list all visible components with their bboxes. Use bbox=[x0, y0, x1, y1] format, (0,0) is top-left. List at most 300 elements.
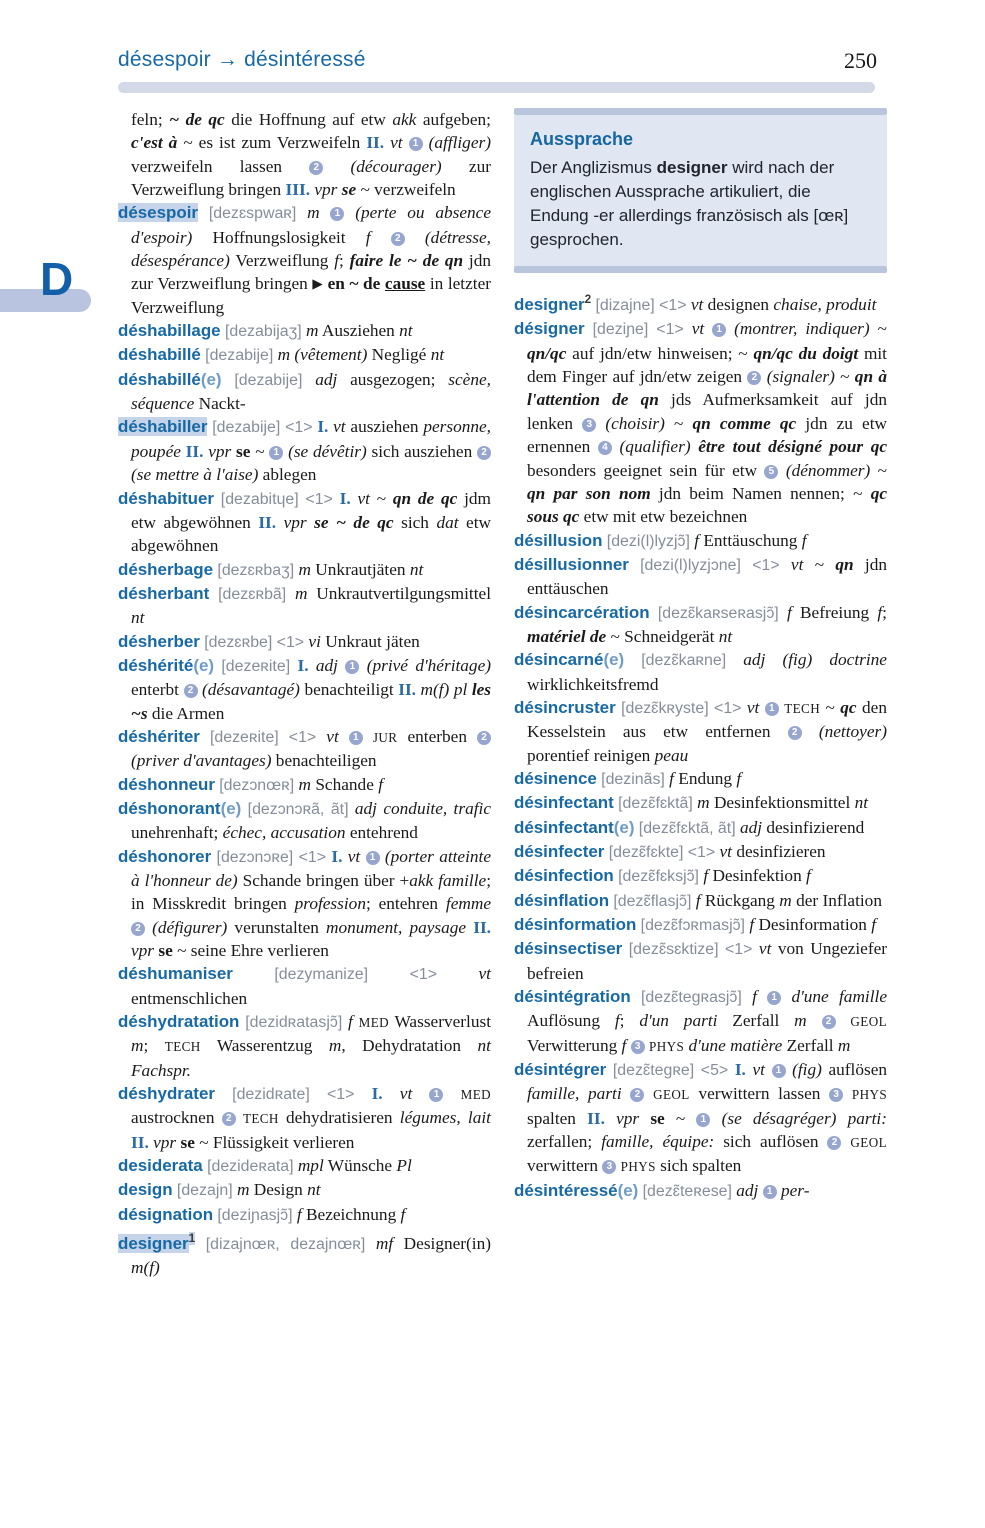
dictionary-entry bbox=[514, 816, 887, 840]
headword: désincarcération bbox=[514, 602, 650, 622]
text-run: f bbox=[334, 251, 339, 271]
text-run: (nettoyer) bbox=[818, 722, 887, 742]
text-run: m bbox=[298, 559, 311, 579]
text-run: dehydratisieren bbox=[278, 1108, 400, 1128]
headword: déshumaniser bbox=[118, 964, 233, 984]
text-run: ~ Schneidgerät bbox=[606, 626, 719, 646]
text-run: besonders geeignet sein für etw bbox=[527, 460, 765, 480]
sense-number-badge: 1 bbox=[349, 731, 363, 745]
text-run: (se mettre à l'aise) bbox=[131, 465, 259, 485]
domain-label: GEOL bbox=[850, 1135, 887, 1151]
text-run bbox=[836, 1109, 847, 1128]
dictionary-entry bbox=[118, 319, 491, 343]
dictionary-entry bbox=[118, 654, 491, 725]
phonetic-transcription: [dezɔnɔʀe] bbox=[216, 848, 294, 866]
text-run: vt bbox=[746, 697, 760, 717]
dictionary-entry bbox=[118, 962, 491, 1010]
domain-label: JUR bbox=[372, 729, 398, 745]
conjugation-class-marker: <1> bbox=[752, 556, 780, 574]
text-run: Wasserentzug bbox=[200, 1036, 329, 1056]
text-run bbox=[780, 555, 791, 574]
domain-label: MED bbox=[460, 1087, 492, 1103]
text-run bbox=[198, 203, 209, 222]
sense-number-badge: 2 bbox=[827, 1136, 841, 1150]
text-run bbox=[215, 1084, 232, 1103]
text-run bbox=[694, 1060, 701, 1079]
grammar-roman-numeral: II. bbox=[587, 1108, 617, 1128]
text-run bbox=[214, 489, 221, 508]
page-number: 250 bbox=[844, 48, 877, 73]
text-run: échec, accusation bbox=[222, 823, 346, 843]
phonetic-transcription: [dezabijaʒ] bbox=[224, 323, 302, 341]
text-run: (décourager) bbox=[350, 156, 442, 176]
dictionary-entry bbox=[118, 773, 491, 797]
sense-number-badge: 3 bbox=[602, 1160, 616, 1174]
sense-number-badge: 1 bbox=[345, 660, 359, 674]
text-run bbox=[233, 964, 275, 983]
text-run: (porter atteinte à l'honneur de) bbox=[131, 846, 492, 890]
phonetic-transcription: [dezɛ̃fɛkte] bbox=[608, 844, 684, 862]
text-run: (défigurer) bbox=[152, 917, 228, 937]
text-run: den Kesselstein aus etw entfernen bbox=[527, 697, 887, 742]
dictionary-entry bbox=[514, 553, 887, 601]
text-run bbox=[710, 1109, 721, 1128]
phonetic-transcription: [dizajne] bbox=[595, 297, 655, 315]
text-run: en ~ de bbox=[327, 274, 385, 294]
headword-suffix: (e) bbox=[200, 369, 222, 389]
phonetic-transcription: [dezɛʀbe] bbox=[204, 633, 273, 651]
headword: déshabillé bbox=[118, 345, 201, 365]
text-run bbox=[765, 650, 782, 669]
text-run: die Armen bbox=[147, 703, 225, 723]
text-run bbox=[622, 1084, 631, 1103]
text-run: ; bbox=[882, 602, 887, 622]
text-run: per- bbox=[781, 1180, 810, 1200]
headword: déshabillé bbox=[118, 369, 201, 389]
text-run: unehrenhaft; bbox=[131, 823, 223, 843]
text-run: Endung bbox=[673, 768, 737, 788]
headword-suffix: (e) bbox=[193, 655, 215, 675]
letter-tab: D bbox=[40, 253, 74, 305]
sense-number-badge: 1 bbox=[772, 1064, 786, 1078]
dictionary-entry bbox=[118, 845, 491, 963]
text-run bbox=[405, 228, 425, 247]
text-run: Verwitterung bbox=[527, 1035, 622, 1055]
headword: désinence bbox=[514, 768, 597, 788]
text-run bbox=[807, 1011, 822, 1030]
text-run: Auflösung bbox=[527, 1011, 615, 1031]
text-run: auf jdn/etw hinweisen; ~ bbox=[566, 343, 754, 363]
domain-label: PHYS bbox=[649, 1038, 685, 1054]
conjugation-class-marker: <1> bbox=[409, 966, 437, 984]
text-run bbox=[741, 555, 752, 574]
conjugation-class-marker: <1> bbox=[656, 321, 684, 339]
text-run: (qualifier) bbox=[619, 437, 691, 457]
text-run: dat bbox=[436, 512, 459, 532]
phonetic-transcription: [dezɛʀbã] bbox=[218, 585, 287, 603]
text-run bbox=[338, 656, 345, 675]
text-run: vt bbox=[478, 964, 491, 984]
headword: désherbant bbox=[118, 583, 210, 603]
text-run: Verzweiflung bbox=[229, 251, 335, 271]
text-run: (choisir) bbox=[605, 413, 665, 433]
domain-label: TECH bbox=[242, 1111, 279, 1127]
headword: designer bbox=[514, 295, 585, 315]
phonetic-transcription: [deziɲasjɔ̃] bbox=[217, 1206, 293, 1224]
text-run: Zerfall bbox=[782, 1035, 838, 1055]
text-run bbox=[209, 584, 218, 603]
text-run bbox=[371, 228, 391, 247]
text-run: der Inflation bbox=[791, 890, 882, 910]
domain-label: PHYS bbox=[851, 1087, 888, 1103]
text-run: (dénommer) bbox=[785, 460, 871, 480]
text-run: m bbox=[697, 793, 710, 813]
text-run: vt bbox=[752, 1060, 765, 1080]
phonetic-transcription: [dezɛspwaʀ] bbox=[208, 205, 297, 223]
sense-number-badge: 1 bbox=[763, 1185, 777, 1199]
text-run: m bbox=[794, 1011, 807, 1031]
domain-label: TECH bbox=[164, 1039, 201, 1055]
text-run: Befreiung bbox=[791, 602, 878, 622]
text-run: (désavantagé) bbox=[202, 680, 300, 700]
phonetic-transcription: [dezeʀite] bbox=[209, 728, 279, 746]
text-run bbox=[639, 1109, 650, 1128]
text-run: verzweifeln lassen bbox=[131, 156, 310, 176]
dictionary-entry bbox=[514, 767, 887, 791]
phonetic-transcription: [dezɛ̃fɛktã] bbox=[618, 795, 693, 813]
domain-label: PHYS bbox=[620, 1159, 656, 1175]
text-run: etw mit etw bezeichnen bbox=[579, 507, 748, 527]
text-run: , Dehydratation bbox=[341, 1036, 478, 1056]
text-run: ; bbox=[619, 1011, 640, 1031]
dictionary-entry bbox=[118, 1082, 491, 1154]
sense-number-badge: 1 bbox=[409, 137, 423, 151]
text-run: f bbox=[296, 1204, 302, 1224]
homograph-superscript: 1 bbox=[188, 1232, 196, 1246]
phonetic-transcription: [dezabije] bbox=[205, 347, 274, 365]
phonetic-transcription: [dezɛ̃flasjɔ̃] bbox=[613, 892, 692, 910]
headword: déshydratation bbox=[118, 1012, 240, 1032]
text-run: Nackt- bbox=[194, 394, 246, 414]
text-run: ; in Misskredit bringen bbox=[131, 871, 491, 914]
text-run bbox=[323, 157, 350, 176]
text-run: Der Anglizismus bbox=[530, 158, 657, 178]
text-run: f bbox=[621, 1035, 627, 1055]
text-run: vt bbox=[690, 295, 704, 315]
text-run: (vêtement) bbox=[294, 345, 368, 365]
text-run: famille, parti bbox=[527, 1084, 622, 1104]
text-run: qc bbox=[840, 697, 857, 717]
text-run: vpr bbox=[616, 1108, 640, 1128]
text-run: nt bbox=[854, 793, 869, 813]
info-box-body bbox=[514, 115, 887, 266]
grammar-roman-numeral: II. bbox=[258, 512, 284, 532]
text-run: qn bbox=[835, 554, 854, 574]
text-run: ~ bbox=[834, 367, 855, 387]
headword-suffix: (e) bbox=[220, 798, 242, 818]
info-box-top-edge bbox=[514, 108, 887, 115]
dictionary-entry bbox=[514, 913, 887, 937]
text-run bbox=[443, 1084, 460, 1103]
text-run: entehrend bbox=[345, 823, 418, 843]
text-run: profession bbox=[294, 894, 366, 914]
text-run bbox=[310, 1084, 327, 1103]
text-run: (se désagréger) bbox=[721, 1108, 837, 1128]
text-run: von Ungeziefer befreien bbox=[527, 939, 888, 983]
headword: désinfecter bbox=[514, 842, 605, 862]
conjugation-class-marker: <1> bbox=[305, 490, 333, 508]
conjugation-class-marker: <1> bbox=[687, 844, 716, 862]
headword-suffix: (e) bbox=[603, 650, 625, 670]
grammar-roman-numeral: II. bbox=[366, 133, 391, 153]
dictionary-entry bbox=[118, 630, 491, 654]
sense-number-badge: 1 bbox=[269, 446, 283, 460]
domain-label: GEOL bbox=[850, 1014, 887, 1030]
text-run: Wasserverlust bbox=[389, 1012, 492, 1032]
text-run bbox=[758, 1181, 762, 1200]
text-run bbox=[339, 727, 349, 746]
sense-number-badge: 1 bbox=[330, 207, 344, 221]
sense-number-badge: 2 bbox=[184, 684, 198, 698]
text-run bbox=[781, 987, 791, 1006]
sense-number-badge: 2 bbox=[788, 726, 802, 740]
conjugation-class-marker: <1> bbox=[288, 728, 317, 746]
grammar-roman-numeral: II. bbox=[185, 441, 209, 461]
text-run: die Hoffnung auf etw bbox=[224, 110, 393, 129]
text-run: faire le ~ de qn bbox=[349, 251, 464, 271]
text-run bbox=[650, 603, 658, 622]
dictionary-entry bbox=[118, 582, 491, 630]
text-run: (signaler) bbox=[766, 367, 835, 387]
text-run: nt bbox=[307, 1180, 321, 1200]
text-run: austrocknen bbox=[131, 1108, 222, 1128]
phonetic-transcription: [dezidʀate] bbox=[232, 1086, 310, 1104]
headword: désillusion bbox=[514, 530, 603, 550]
text-run: se bbox=[180, 1132, 195, 1152]
phonetic-transcription: [deziɲe] bbox=[592, 321, 649, 339]
conjugation-class-marker: <1> bbox=[326, 1086, 355, 1104]
text-run: f bbox=[669, 768, 674, 788]
text-run: Designer(in) bbox=[393, 1233, 491, 1253]
text-run: d'un parti bbox=[639, 1011, 718, 1031]
headword-suffix: (e) bbox=[613, 817, 635, 837]
dictionary-entry bbox=[514, 1179, 887, 1203]
text-run: mf bbox=[375, 1233, 394, 1253]
text-run bbox=[631, 987, 641, 1006]
grammar-roman-numeral: II. bbox=[398, 680, 421, 700]
text-run: ~ es ist zum Verzweifeln bbox=[177, 133, 367, 153]
text-run: vt bbox=[357, 488, 370, 508]
headword: design bbox=[118, 1180, 173, 1200]
text-run bbox=[802, 722, 819, 741]
text-run bbox=[728, 1060, 735, 1079]
text-run: vpr bbox=[153, 1132, 177, 1152]
text-run: vpr bbox=[208, 441, 232, 461]
text-run: qn comme qc bbox=[692, 413, 797, 433]
text-run: se ~ de qc bbox=[314, 512, 394, 532]
text-run: aufgeben; bbox=[416, 110, 491, 129]
text-run: f bbox=[378, 774, 383, 794]
text-run: porentief reinigen bbox=[527, 745, 655, 765]
text-run: desinfizieren bbox=[732, 842, 826, 862]
text-run: qn à l'attention de qn bbox=[527, 367, 887, 410]
headword: désinfection bbox=[514, 866, 614, 886]
phonetic-transcription: [dezajn] bbox=[176, 1182, 233, 1200]
dictionary-entry bbox=[514, 529, 887, 553]
text-run: (se dévêtir) bbox=[288, 441, 367, 461]
sense-number-badge: 1 bbox=[696, 1113, 710, 1127]
sense-number-badge: 1 bbox=[765, 702, 779, 716]
sense-number-badge: 2 bbox=[822, 1015, 836, 1029]
phonetic-transcription: [dezɛ̃sɛktize] bbox=[628, 941, 719, 959]
grammar-roman-numeral: II. bbox=[131, 1132, 154, 1152]
text-run: m bbox=[306, 321, 319, 341]
text-run: se bbox=[158, 941, 173, 961]
text-run: vt bbox=[326, 726, 339, 746]
sense-number-badge: 1 bbox=[366, 851, 380, 865]
text-run: nt bbox=[430, 345, 445, 365]
text-run: zerfallen; bbox=[527, 1132, 602, 1152]
text-run: jdn zu etw ernennen bbox=[527, 413, 887, 457]
text-run: entmenschlichen bbox=[131, 988, 248, 1008]
text-run: légumes, lait bbox=[399, 1108, 491, 1128]
phonetic-transcription: [dezinãs] bbox=[601, 770, 665, 788]
text-run: ~ bbox=[820, 697, 841, 717]
text-run: Design bbox=[249, 1180, 308, 1200]
text-run: matériel de bbox=[527, 626, 607, 646]
text-run bbox=[765, 1060, 772, 1079]
text-run: Unkraut jäten bbox=[320, 631, 420, 651]
homograph-superscript: 2 bbox=[584, 293, 592, 307]
text-run: d'une famille bbox=[791, 987, 887, 1007]
phonetic-transcription: [dezideʀata] bbox=[207, 1158, 294, 1176]
sense-number-badge: 2 bbox=[477, 731, 491, 745]
dictionary-entry bbox=[514, 696, 887, 767]
text-run: vt bbox=[347, 846, 361, 866]
text-run bbox=[704, 319, 712, 338]
headword: desiderata bbox=[118, 1156, 203, 1176]
text-run bbox=[778, 461, 785, 480]
text-run: vt bbox=[719, 842, 732, 862]
text-run bbox=[412, 1084, 429, 1103]
domain-label: GEOL bbox=[653, 1087, 690, 1103]
grammar-roman-numeral: II. bbox=[473, 917, 491, 937]
text-run bbox=[200, 727, 210, 746]
text-run: jdn enttäuschen bbox=[527, 554, 887, 599]
domain-label: TECH bbox=[784, 700, 821, 716]
grammar-roman-numeral: I. bbox=[734, 1060, 753, 1080]
text-run: Bezeichnung bbox=[301, 1204, 401, 1224]
dictionary-entry bbox=[118, 1203, 491, 1227]
sense-number-badge: 3 bbox=[829, 1088, 843, 1102]
text-run: ~ bbox=[369, 488, 393, 508]
text-run: Negligé bbox=[367, 345, 431, 365]
headword: déshabillage bbox=[118, 321, 221, 341]
headword: déshériter bbox=[118, 726, 200, 746]
text-run: m bbox=[236, 1180, 250, 1200]
text-run bbox=[624, 650, 641, 669]
text-run: Rückgang bbox=[700, 890, 780, 910]
text-run: m(f) pl bbox=[420, 680, 468, 700]
headword: désincruster bbox=[514, 697, 616, 717]
text-run: vt bbox=[758, 939, 772, 959]
headword: désinformation bbox=[514, 915, 637, 935]
text-run: designer bbox=[656, 158, 728, 178]
text-run: (affliger) bbox=[428, 133, 491, 153]
text-run: qn/qc du doigt bbox=[753, 343, 859, 363]
text-run: f bbox=[348, 1012, 353, 1032]
text-run: ausgezogen; bbox=[337, 369, 449, 389]
text-run: verwittern lassen bbox=[689, 1084, 830, 1104]
text-run: adj bbox=[736, 1180, 759, 1200]
text-run: f bbox=[871, 915, 877, 935]
text-run: akk bbox=[392, 110, 417, 129]
header-rule bbox=[118, 82, 875, 93]
text-run: nt bbox=[409, 559, 424, 579]
text-run: ; bbox=[143, 1036, 165, 1056]
text-run: c'est à bbox=[131, 133, 178, 153]
text-run bbox=[726, 650, 743, 669]
text-run: qn de qc bbox=[392, 488, 458, 508]
text-run: f bbox=[400, 1204, 406, 1224]
text-run bbox=[606, 1060, 613, 1079]
text-run bbox=[757, 987, 767, 1006]
sense-number-badge: 1 bbox=[767, 991, 781, 1005]
phonetic-transcription: [dezi(l)lyzjɔne] bbox=[640, 556, 741, 574]
text-run: f bbox=[365, 227, 371, 247]
conjugation-class-marker: <1> bbox=[659, 297, 687, 315]
dictionary-entry bbox=[118, 415, 491, 486]
text-run: d'une matière bbox=[688, 1035, 783, 1055]
phonetic-transcription: [dezabije] bbox=[212, 419, 281, 437]
left-column bbox=[118, 108, 491, 1280]
text-run bbox=[354, 1084, 371, 1103]
text-run bbox=[726, 319, 734, 338]
text-run: f bbox=[695, 890, 701, 910]
text-run: ~ bbox=[664, 1108, 697, 1128]
phonetic-transcription: [dezabitɥe] bbox=[220, 490, 299, 508]
conjugation-class-marker: <1> bbox=[298, 848, 327, 866]
phonetic-transcription: [dezɛʀbaʒ] bbox=[217, 561, 295, 579]
text-run: f bbox=[703, 866, 709, 886]
text-run: femme bbox=[445, 894, 491, 914]
text-run: les ~s bbox=[131, 680, 492, 723]
dictionary-entry bbox=[514, 840, 887, 864]
text-run: (fig) bbox=[782, 650, 813, 670]
text-run bbox=[585, 319, 593, 338]
dictionary-entry bbox=[514, 317, 887, 528]
text-run bbox=[742, 987, 752, 1006]
text-run: m(f) bbox=[131, 1258, 160, 1278]
text-run: qn par son nom bbox=[527, 483, 651, 503]
dictionary-entry bbox=[514, 889, 887, 913]
text-run: jdn zur Verzweiflung bringen bbox=[131, 251, 491, 294]
headword: désigner bbox=[514, 319, 585, 339]
text-run: Ausziehen bbox=[318, 321, 400, 341]
headword: désincarné bbox=[514, 650, 604, 670]
sense-number-badge: 2 bbox=[477, 446, 491, 460]
text-run: nt bbox=[718, 626, 733, 646]
text-run bbox=[296, 203, 307, 222]
text-run: etw abgewöhnen bbox=[131, 512, 491, 556]
conjugation-class-marker: <1> bbox=[724, 941, 753, 959]
text-run: (priver d'avantages) bbox=[131, 751, 272, 771]
sense-number-badge: 4 bbox=[598, 441, 612, 455]
conjugation-class-marker: <5> bbox=[700, 1062, 729, 1080]
text-run: famille, équipe: bbox=[601, 1132, 715, 1152]
text-run: ~ verzweifeln bbox=[356, 180, 456, 200]
phonetic-transcription: [dezɛ̃fɔʀmasjɔ̃] bbox=[640, 917, 745, 935]
